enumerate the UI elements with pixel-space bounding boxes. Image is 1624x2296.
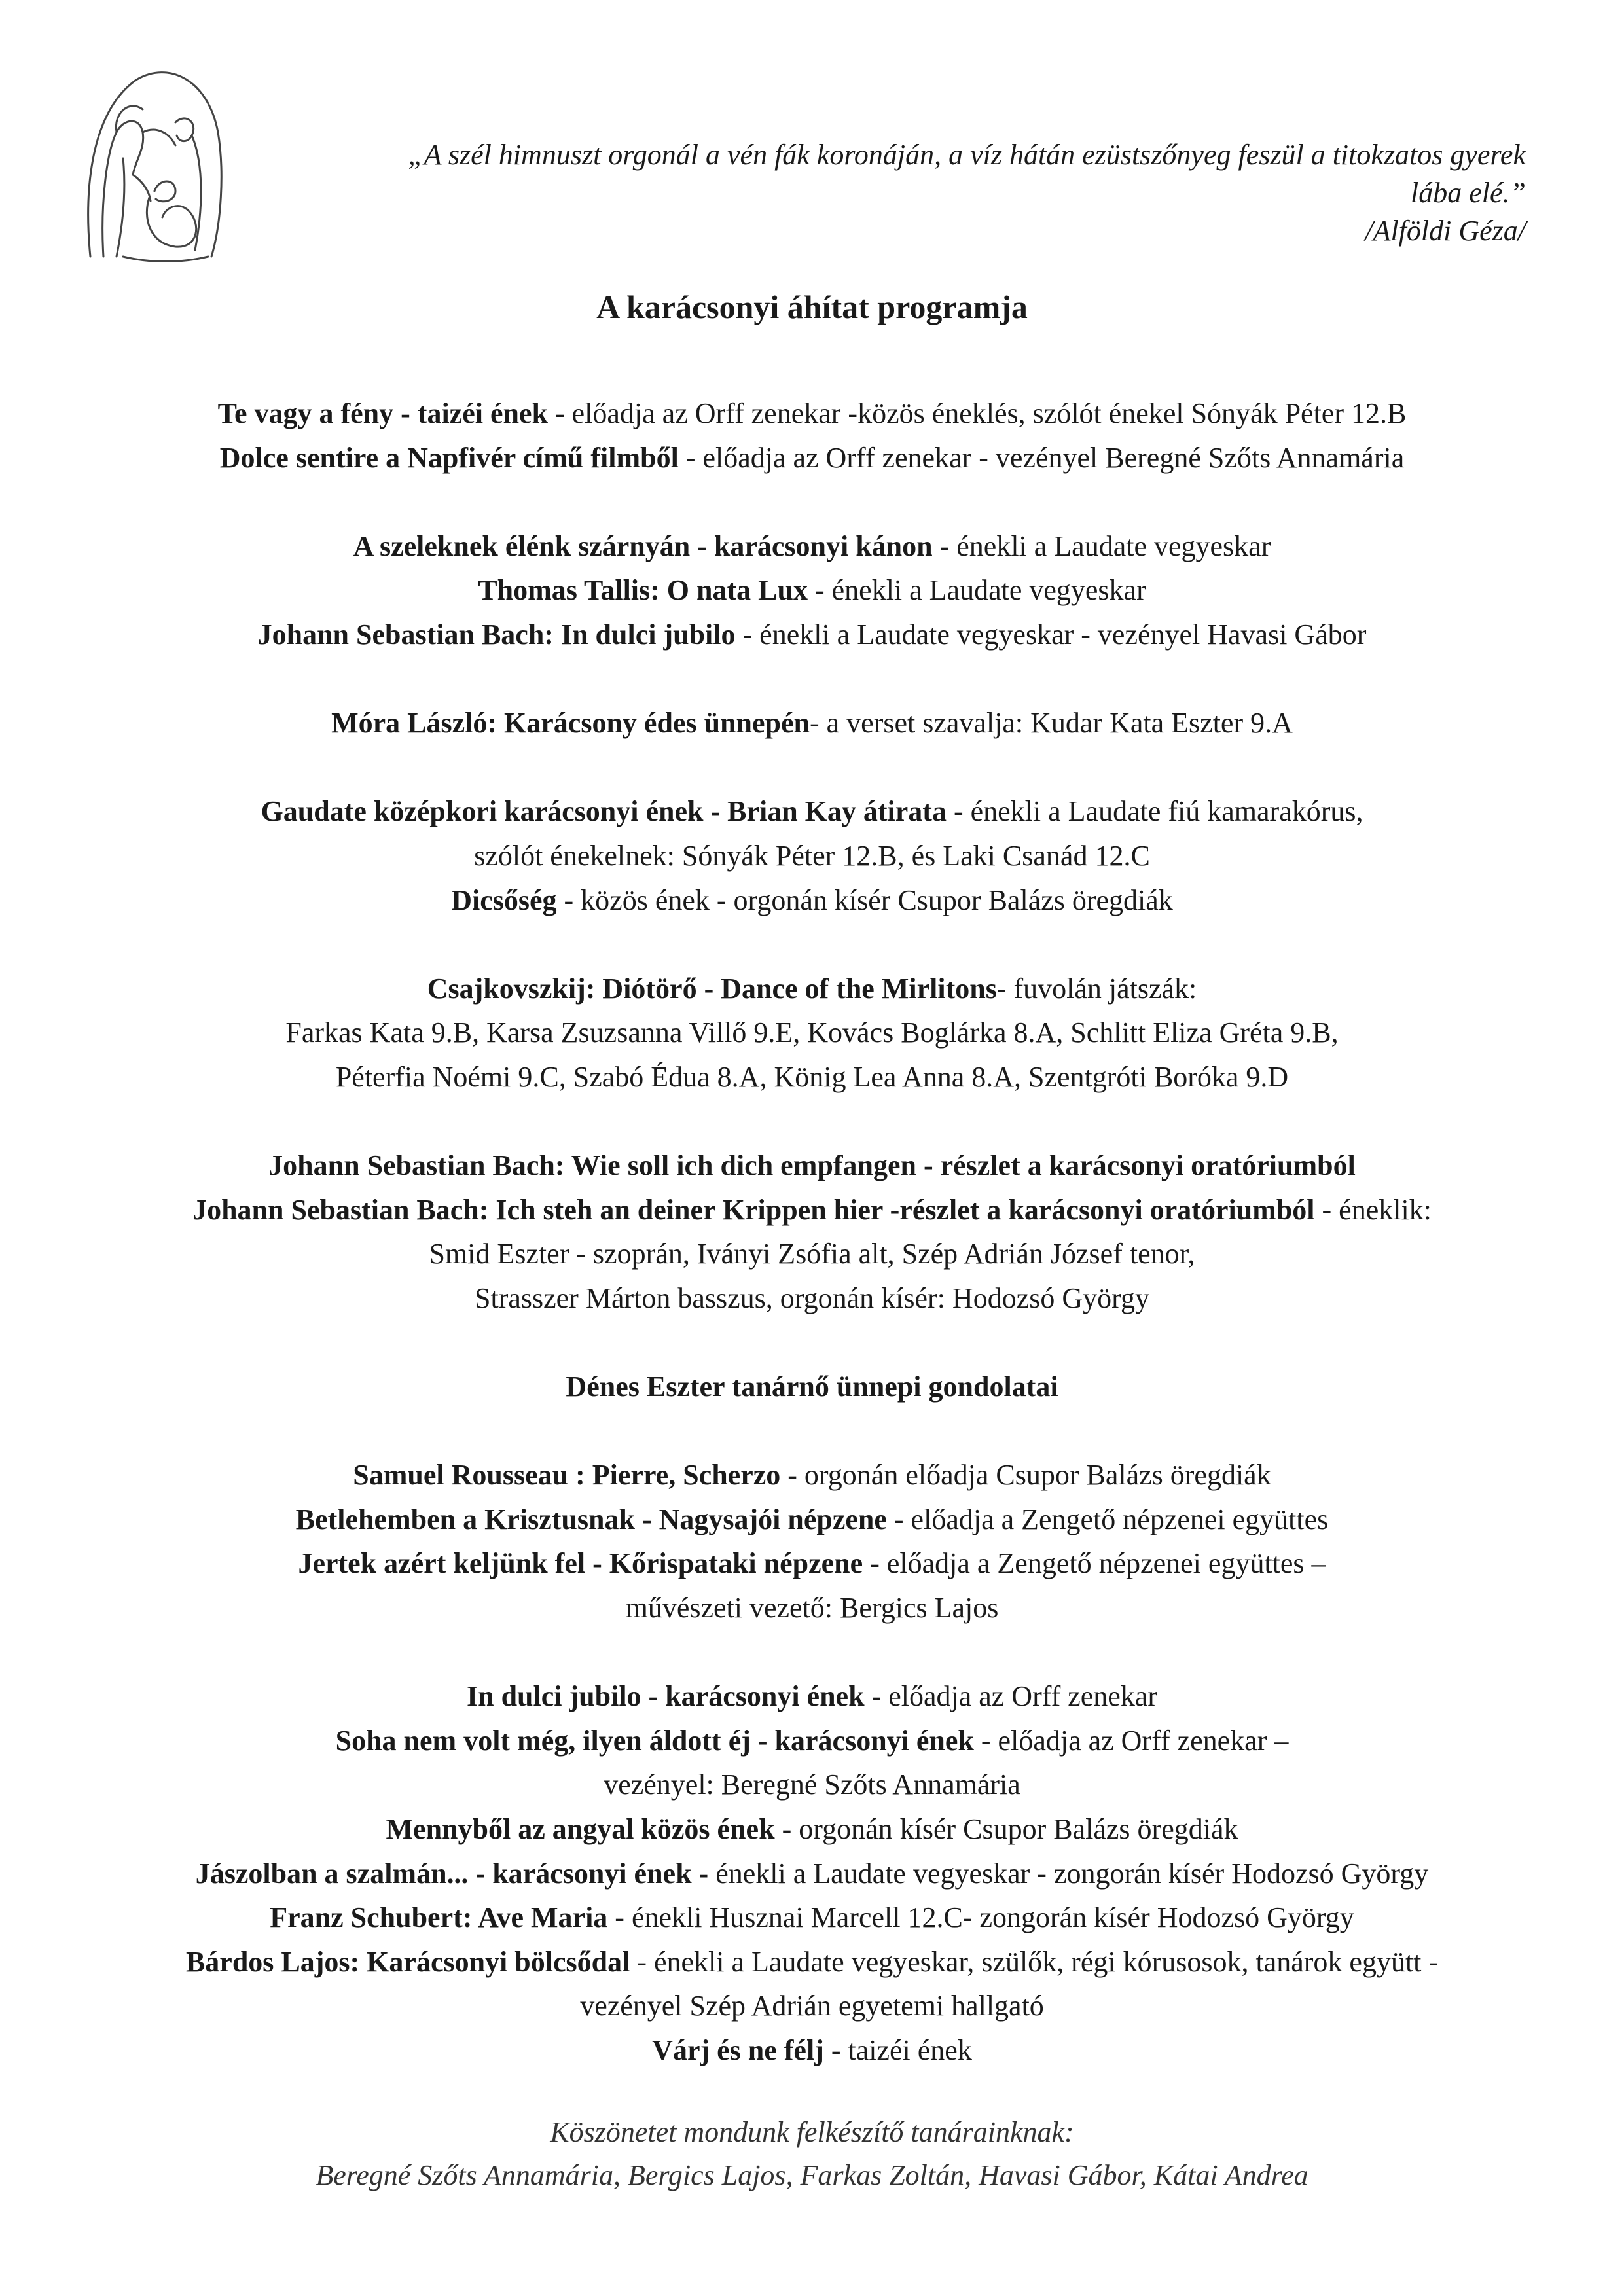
program-item bbox=[65, 1541, 1559, 1586]
epigraph-quote bbox=[217, 136, 1526, 250]
item-detail: - énekli a Laudate vegyeskar bbox=[932, 529, 1271, 562]
item-detail: Strasszer Márton basszus, orgonán kísér: Hodozsó György bbox=[475, 1282, 1149, 1314]
item-detail: - előadja az Orff zenekar -közös éneklés, szólót énekel Sónyák Péter 12.B bbox=[547, 397, 1407, 429]
program-item bbox=[65, 967, 1559, 1011]
program-item bbox=[65, 2028, 1559, 2073]
item-title: Mennyből az angyal közös ének bbox=[386, 1813, 775, 1845]
program-item bbox=[65, 834, 1559, 878]
item-detail: vezényel Szép Adrián egyetemi hallgató bbox=[580, 1990, 1044, 2022]
item-detail: énekli a Laudate vegyeskar - zongorán kísér Hodozsó György bbox=[708, 1857, 1429, 1890]
program-item bbox=[65, 1188, 1559, 1232]
item-detail: - fuvolán játszák: bbox=[996, 972, 1197, 1005]
item-title: Johann Sebastian Bach: In dulci jubilo bbox=[257, 618, 736, 651]
program-item bbox=[65, 1276, 1559, 1321]
program-item bbox=[65, 524, 1559, 569]
item-detail: szólót énekelnek: Sónyák Péter 12.B, és Laki Csanád 12.C bbox=[474, 839, 1150, 872]
item-title: Bárdos Lajos: Karácsonyi bölcsődal bbox=[185, 1945, 630, 1978]
item-title: Soha nem volt még, ilyen áldott éj - karácsonyi ének bbox=[335, 1724, 974, 1757]
page-title: A karácsonyi áhítat programja bbox=[596, 289, 1028, 325]
item-detail: - előadja a Zengető népzenei együttes – bbox=[863, 1547, 1326, 1580]
item-title: Jászolban a szalmán... - karácsonyi ének - bbox=[195, 1857, 709, 1890]
item-detail: - énekli a Laudate fiú kamarakórus, bbox=[946, 795, 1363, 828]
program-item bbox=[65, 1984, 1559, 2028]
item-detail: előadja az Orff zenekar bbox=[881, 1680, 1158, 1713]
item-detail: - énekli a Laudate vegyeskar, szülők, régi kórusosok, tanárok együtt - bbox=[630, 1945, 1439, 1978]
item-title: Johann Sebastian Bach: Ich steh an deiner Krippen hier -részlet a karácsonyi oratóriumból bbox=[192, 1193, 1315, 1226]
item-title: Thomas Tallis: O nata Lux bbox=[478, 574, 808, 607]
item-detail: - énekli a Laudate vegyeskar bbox=[807, 574, 1146, 607]
item-detail: - énekli a Laudate vegyeskar - vezényel Havasi Gábor bbox=[735, 618, 1367, 651]
item-title: Móra László: Karácsony édes ünnepén bbox=[331, 707, 810, 740]
item-title: Várj és ne félj bbox=[652, 2034, 824, 2066]
program-item bbox=[65, 789, 1559, 834]
item-title: Te vagy a fény - taizéi ének bbox=[217, 397, 548, 429]
program-item bbox=[65, 878, 1559, 923]
program-item bbox=[65, 1940, 1559, 1984]
item-title: Samuel Rousseau : Pierre, Scherzo bbox=[353, 1459, 781, 1492]
program-item bbox=[65, 1895, 1559, 1940]
item-title: Dicsőség bbox=[451, 884, 557, 916]
program-item bbox=[65, 1143, 1559, 1188]
item-detail: Farkas Kata 9.B, Karsa Zsuzsanna Villő 9.E, Kovács Boglárka 8.A, Schlitt Eliza Gréta 9.B, bbox=[285, 1016, 1339, 1049]
item-detail: - orgonán kísér Csupor Balázs öregdiák bbox=[774, 1813, 1238, 1845]
item-title: Johann Sebastian Bach: Wie soll ich dich empfangen - részlet a karácsonyi oratóriumból bbox=[268, 1149, 1356, 1182]
item-detail: - előadja a Zengető népzenei együttes bbox=[886, 1503, 1329, 1535]
item-title: Franz Schubert: Ave Maria bbox=[270, 1901, 608, 1934]
program-item bbox=[65, 1365, 1559, 1409]
program-item bbox=[65, 1586, 1559, 1630]
item-detail: vezényel: Beregné Szőts Annamária bbox=[604, 1768, 1020, 1801]
item-title: In dulci jubilo - karácsonyi ének - bbox=[466, 1680, 882, 1713]
program-list bbox=[65, 391, 1559, 2073]
item-detail: - orgonán előadja Csupor Balázs öregdiák bbox=[780, 1459, 1271, 1492]
item-detail: - a verset szavalja: Kudar Kata Eszter 9.A bbox=[810, 707, 1293, 740]
program-item bbox=[65, 1807, 1559, 1852]
item-detail: Smid Eszter - szoprán, Iványi Zsófia alt, Szép Adrián József tenor, bbox=[429, 1238, 1195, 1270]
program-item bbox=[65, 436, 1559, 480]
item-detail: - éneklik: bbox=[1314, 1193, 1432, 1226]
item-title: Dénes Eszter tanárnő ünnepi gondolatai bbox=[566, 1371, 1058, 1403]
program-item bbox=[65, 1498, 1559, 1542]
item-detail: - előadja az Orff zenekar – bbox=[973, 1724, 1289, 1757]
item-detail: Péterfia Noémi 9.C, Szabó Édua 8.A, König Lea Anna 8.A, Szentgróti Boróka 9.D bbox=[335, 1060, 1289, 1093]
item-title: Csajkovszkij: Diótörő - Dance of the Mirlitons bbox=[427, 972, 997, 1005]
item-title: Jertek azért keljünk fel - Kőrispataki népzene bbox=[298, 1547, 863, 1580]
program-item bbox=[65, 1232, 1559, 1276]
quote-line: „A szél himnuszt orgonál a vén fák koronáján, a víz hátán ezüstszőnyeg feszül a titokzatos gyerek bbox=[408, 139, 1526, 171]
item-detail: művészeti vezető: Bergics Lajos bbox=[625, 1592, 999, 1624]
item-detail: - közös ének - orgonán kísér Csupor Balázs öregdiák bbox=[556, 884, 1173, 916]
program-item bbox=[65, 1055, 1559, 1100]
program-item bbox=[65, 701, 1559, 745]
nativity-logo bbox=[77, 60, 234, 283]
program-item bbox=[65, 1674, 1559, 1719]
program-item bbox=[65, 1763, 1559, 1807]
item-title: Gaudate középkori karácsonyi ének - Brian Kay átirata bbox=[261, 795, 947, 828]
item-detail: - énekli Husznai Marcell 12.C- zongorán kísér Hodozsó György bbox=[607, 1901, 1354, 1934]
item-detail: - taizéi ének bbox=[823, 2034, 972, 2066]
program-item bbox=[65, 568, 1559, 613]
program-item bbox=[65, 391, 1559, 436]
item-title: Dolce sentire a Napfivér című filmből bbox=[219, 441, 679, 474]
quote-line: lába elé.” bbox=[1411, 177, 1526, 209]
program-item bbox=[65, 1011, 1559, 1055]
item-title: Betlehemben a Krisztusnak - Nagysajói népzene bbox=[295, 1503, 887, 1535]
program-item bbox=[65, 1453, 1559, 1498]
item-title: A szeleknek élénk szárnyán - karácsonyi kánon bbox=[353, 529, 933, 562]
item-detail: - előadja az Orff zenekar - vezényel Beregné Szőts Annamária bbox=[678, 441, 1405, 474]
program-item bbox=[65, 1719, 1559, 1763]
program-item bbox=[65, 1852, 1559, 1896]
thanks-heading: Köszönetet mondunk felkészítő tanárainknak: bbox=[550, 2116, 1074, 2148]
acknowledgements bbox=[0, 2111, 1624, 2197]
thanks-names: Beregné Szőts Annamária, Bergics Lajos, Farkas Zoltán, Havasi Gábor, Kátai Andrea bbox=[316, 2159, 1308, 2191]
program-item bbox=[65, 613, 1559, 657]
quote-author: /Alföldi Géza/ bbox=[1365, 215, 1526, 247]
